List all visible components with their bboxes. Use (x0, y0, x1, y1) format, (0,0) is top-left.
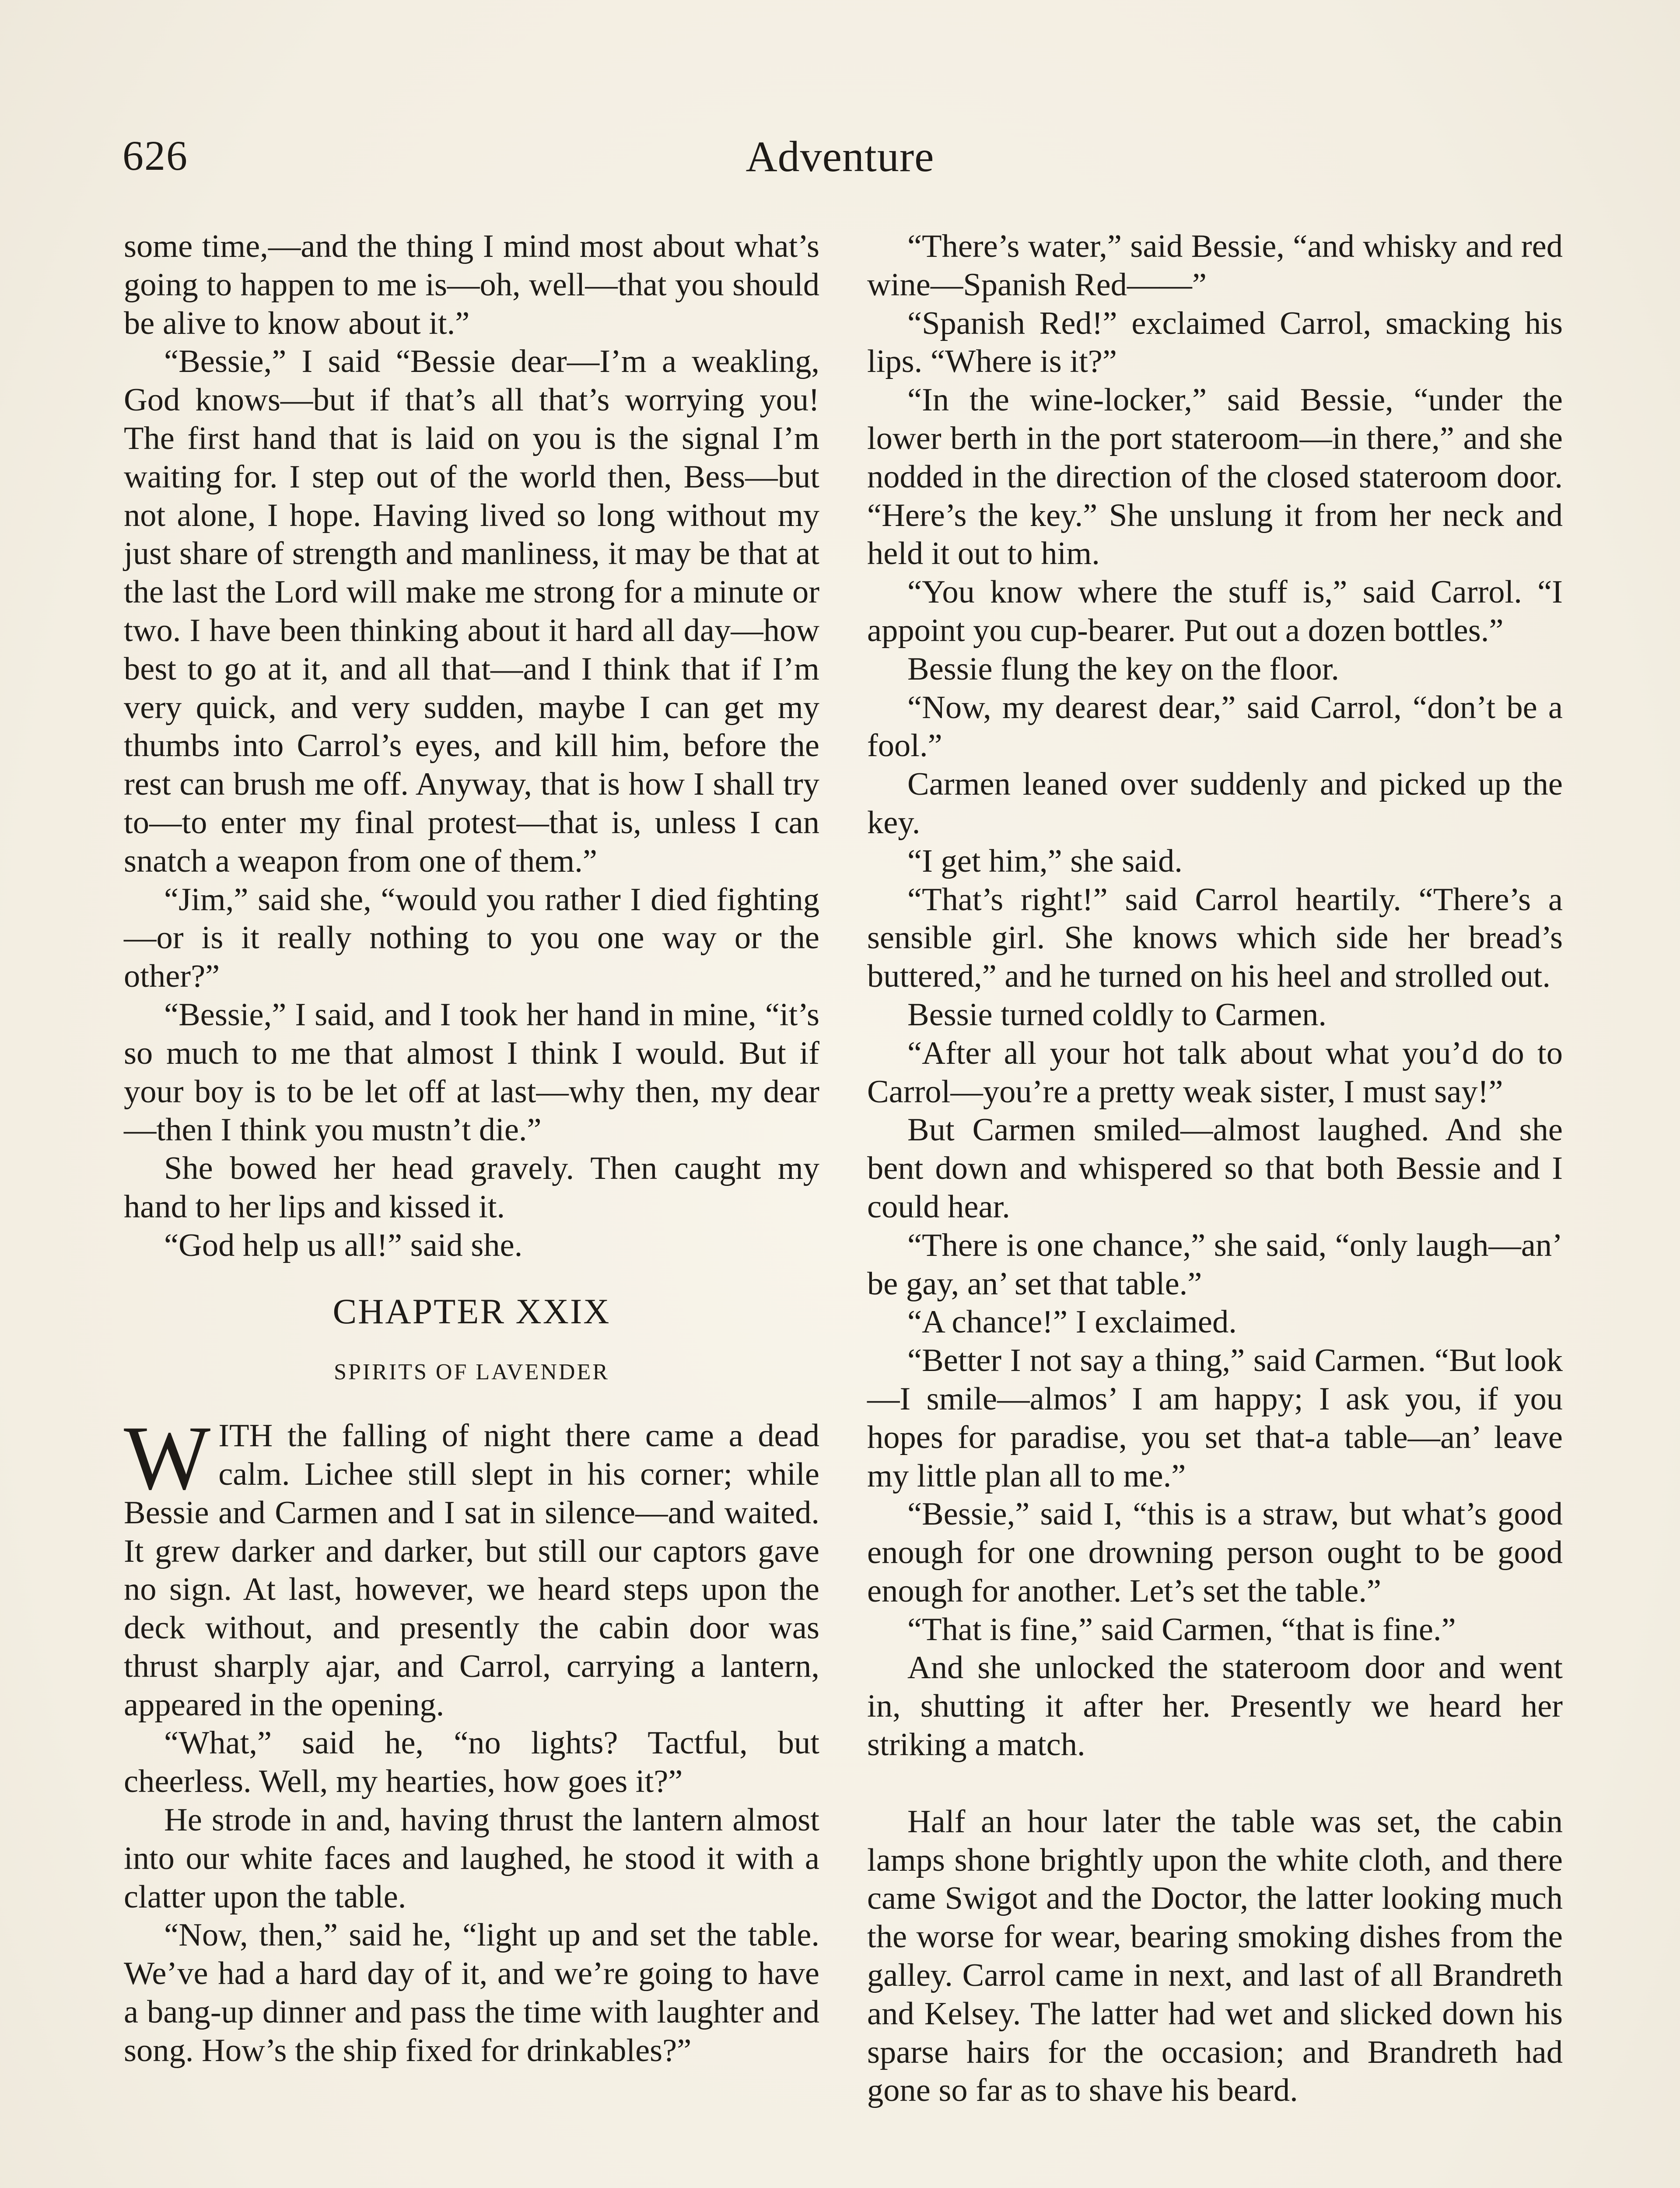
paragraph: “After all your hot talk about what you’d do to Carrol—you’re a pretty weak sister, I must say!” (867, 1035, 1563, 1110)
paragraph: Bessie turned coldly to Carmen. (907, 996, 1326, 1033)
paragraph: “There is one chance,” she said, “only laugh—an’ be gay, an’ set that table.” (867, 1227, 1563, 1302)
paragraph: Bessie flung the key on the floor. (907, 651, 1339, 687)
paragraph: some time,—and the thing I mind most about what’s going to happen to me is—oh, well—that you should be alive to know about it.” (124, 228, 819, 341)
paragraph: “Jim,” said she, “would you rather I died fighting—or is it really nothing to you one way or the other?” (124, 881, 819, 995)
paragraph: “In the wine-locker,” said Bessie, “under the lower berth in the port stateroom—in there,” and she nodded in the direction of the closed stateroom door. “Here’s the key.” She unslung it from her neck and held it out to him. (867, 382, 1563, 572)
paragraph: She bowed her head gravely. Then caught my hand to her lips and kissed it. (124, 1150, 819, 1225)
paragraph: “Better I not say a thing,” said Carmen. “But look—I smile—almos’ I am happy; I ask you, if you hopes for paradise, you set that-a table—an’ leave my little plan all to me.” (867, 1343, 1563, 1494)
left-column (124, 228, 819, 2070)
page-number: 626 (122, 132, 188, 179)
chapter-opening-paragraph (124, 1407, 819, 1724)
chapter-subheading: SPIRITS OF LAVENDER (334, 1360, 609, 1385)
paragraph: Carmen leaned over suddenly and picked up the key. (867, 766, 1563, 841)
drop-cap: W (124, 1407, 211, 1509)
paragraph: “Bessie,” I said, and I took her hand in mine, “it’s so much to me that almost I think I would. But if your boy is to be let off at last—why then, my dear—then I think you mustn’t die.” (124, 996, 819, 1148)
paragraph: “I get him,” she said. (907, 843, 1183, 879)
paragraph: “That’s right!” said Carrol heartily. “There’s a sensible girl. She knows which side her bread’s buttered,” and he turned on his heel and strolled out. (867, 881, 1563, 995)
running-title: Adventure (746, 132, 934, 181)
paragraph: “Bessie,” said I, “this is a straw, but what’s good enough for one drowning person ought to be good enough for another. Let’s set the table.” (867, 1496, 1563, 1609)
page-header (122, 131, 1558, 193)
paragraph: And she unlocked the stateroom door and went in, shutting it after her. Presently we heard her striking a match. (867, 1650, 1563, 1763)
paragraph: “God help us all!” said she. (164, 1227, 523, 1263)
paragraph: “Now, my dearest dear,” said Carrol, “don’t be a fool.” (867, 689, 1563, 764)
paragraph: “What,” said he, “no lights? Tactful, but cheerless. Well, my hearties, how goes it?” (124, 1725, 819, 1800)
paragraph: Half an hour later the table was set, the cabin lamps shone brightly upon the white cloth, and there came Swigot and the Doctor, the latter looking much the worse for wear, bearing smoking dishes from the galley. Carrol came in next, and last of all Brandreth and Kelsey. The latter had wet and slicked down his sparse hairs for the occasion; and Brandreth had gone so far as to shave his beard. (867, 1803, 1563, 2109)
right-column (867, 228, 1563, 2110)
chapter-opening-text: ITH the falling of night there came a dead calm. Lichee still slept in his corner; while Bessie and Carmen and I sat in silence—and waited. It grew darker and darker, but still our captors gave no sign. At last, however, we heard steps upon the deck without, and presently the cabin door was thrust sharply ajar, and Carrol, carrying a lantern, appeared in the opening. (124, 1418, 819, 1723)
paragraph: “You know where the stuff is,” said Carrol. “I appoint you cup-bearer. Put out a dozen bottles.” (867, 574, 1563, 649)
paragraph: “Now, then,” said he, “light up and set the table. We’ve had a hard day of it, and we’re going to have a bang-up dinner and pass the time with laughter and song. How’s the ship fixed for drinkables?” (124, 1917, 819, 2069)
paragraph: “Spanish Red!” exclaimed Carrol, smacking his lips. “Where is it?” (867, 305, 1563, 380)
paragraph: “That is fine,” said Carmen, “that is fine.” (907, 1611, 1456, 1648)
paragraph: But Carmen smiled—almost laughed. And she bent down and whispered so that both Bessie and I could hear. (867, 1112, 1563, 1225)
paragraph: “Bessie,” I said “Bessie dear—I’m a weakling, God knows—but if that’s all that’s worrying you! The first hand that is laid on you is the signal I’m waiting for. I step out of the world then, Bess—but not alone, I hope. Having lived so long without my just share of strength and manliness, it may be that at the last the Lord will make me strong for a minute or two. I have been thinking about it hard all day—how best to go at it, and all that—and I think that if I’m very quick, and very sudden, maybe I can get my thumbs into Carrol’s eyes, and kill him, before the rest can brush me off. Anyway, that is how I shall try to—to enter my final protest—that is, unless I can snatch a weapon from one of them.” (124, 344, 819, 879)
chapter-heading: CHAPTER XXIX (332, 1291, 611, 1331)
paragraph: “A chance!” I exclaimed. (907, 1304, 1237, 1340)
paragraph: He strode in and, having thrust the lantern almost into our white faces and laughed, he stood it with a clatter upon the table. (124, 1802, 819, 1915)
paragraph: “There’s water,” said Bessie, “and whisky and red wine—Spanish Red——” (867, 228, 1563, 303)
section-break (867, 1764, 1563, 1803)
